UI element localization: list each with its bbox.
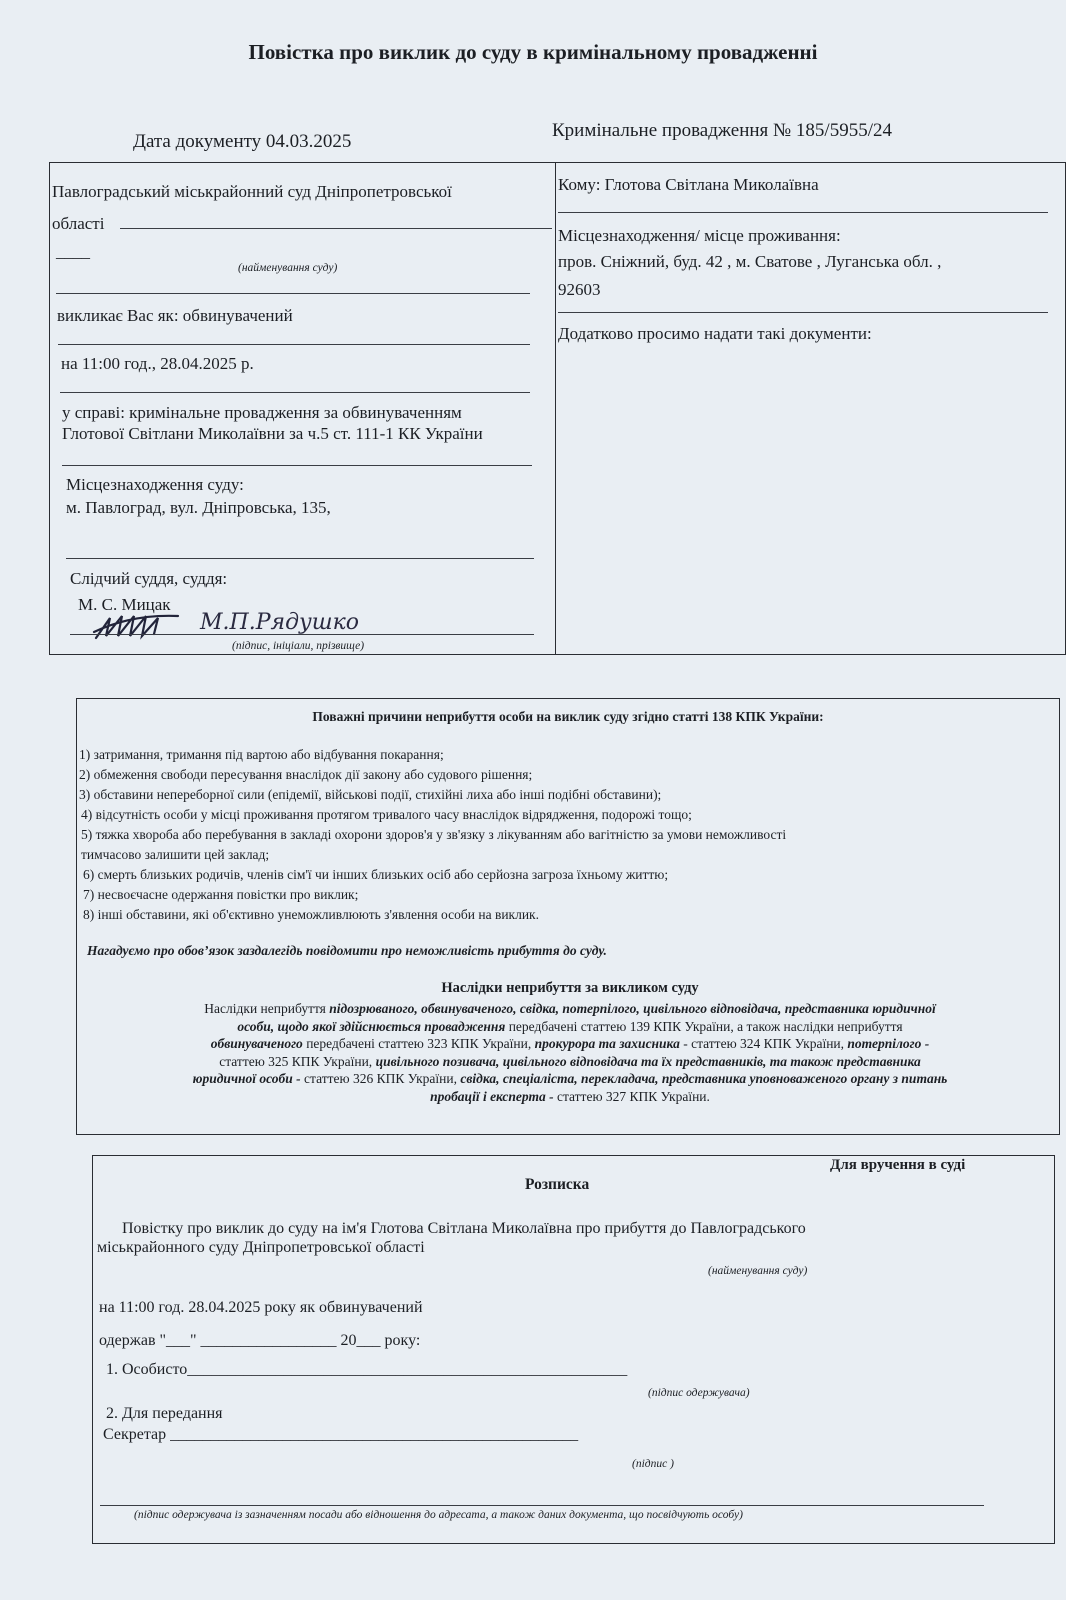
- reason-item: 6) смерть близьких родичів, членів сім'ї чи інших близьких осіб або серйозна загроза їхньому життю;: [83, 867, 669, 882]
- signature-caption: (підпис, ініціали, прізвище): [232, 640, 365, 652]
- receipt-time: на 11:00 год. 28.04.2025 року як обвинувачений: [99, 1299, 423, 1316]
- court-name-dash: ____: [56, 242, 90, 261]
- reasons-heading: Поважні причини неприбуття особи на виклик суду згідно статті 138 КПК України:: [312, 709, 824, 724]
- address-line2: 92603: [558, 280, 601, 299]
- rule: [558, 312, 1048, 313]
- receipt-personal: 1. Особисто_______________________________________________________: [106, 1361, 628, 1378]
- rule: [66, 558, 534, 559]
- document-date: Дата документу 04.03.2025: [133, 131, 352, 152]
- court-location: м. Павлоград, вул. Дніпровська, 135,: [66, 498, 331, 517]
- document-title: Повістка про виклик до суду в кримінальному провадженні: [248, 40, 818, 64]
- receipt-secretary-caption: (підпис ): [632, 1458, 674, 1470]
- consequences-text: Наслідки неприбуття підозрюваного, обвинуваченого, свідка, потерпілого, цивільного відповідача, представника юридичної особи, щодо якої здійснюється провадження передбачені статтею 139 КПК України, а також наслідки неприбуття обвинуваченого передбачені статтею 323 КПК України, прокурора та захисника - статтею 324 КПК України, потерпілого - статтею 325 КПК України, цивільного позивача, цивільного відповідача та їх представників, та також представника юридичної особи - статтею 326 КПК України, свідка, спеціаліста, перекладача, представника уповноваженого органу з питань пробації і експерта - статтею 327 КПК України.: [192, 1001, 948, 1104]
- case-description-line1: у справі: кримінальне провадження за обвинуваченням: [62, 403, 462, 422]
- receipt-court-caption: (найменування суду): [708, 1265, 808, 1277]
- receipt-text-line1: Повістку про виклик до суду на ім'я Глотова Світлана Миколаївна про прибуття до Павлоградського: [122, 1220, 806, 1237]
- reason-item: 1) затримання, тримання під вартою або відбування покарання;: [79, 747, 444, 762]
- hearing-time: на 11:00 год., 28.04.2025 р.: [61, 354, 254, 373]
- judge-name: М. С. Мицак: [78, 595, 171, 614]
- court-name-line2: області: [52, 214, 105, 233]
- rule: [60, 392, 530, 393]
- reason-item: тимчасово залишити цей заклад;: [81, 847, 270, 862]
- receipt-transfer: 2. Для передання: [106, 1405, 223, 1422]
- receipt-secretary: Секретар ___________________________________________________: [103, 1426, 579, 1443]
- receipt-corner-note: Для вручення в суді: [830, 1157, 966, 1173]
- court-name-rule: [120, 228, 552, 229]
- address-label: Місцезнаходження/ місце проживання:: [558, 226, 841, 245]
- receipt-title: Розписка: [525, 1176, 590, 1193]
- rule: [58, 344, 530, 345]
- reason-item: 2) обмеження свободи пересування внаслідок дії закону або судового рішення;: [79, 767, 533, 782]
- handwritten-signature: М.П.Рядушко: [200, 610, 359, 635]
- reason-item: 8) інші обставини, які об'єктивно унеможливлюють з'явлення особи на виклик.: [83, 907, 539, 922]
- address-line1: пров. Сніжний, буд. 42 , м. Сватове , Луганська обл. ,: [558, 252, 942, 271]
- rule: [56, 293, 530, 294]
- extra-documents-label: Додатково просимо надати такі документи:: [558, 324, 872, 343]
- receipt-text-line2: міськрайонного суду Дніпропетровської області: [97, 1239, 425, 1256]
- case-description-line2: Глотової Світлани Миколаївни за ч.5 ст. 111-1 КК України: [62, 424, 483, 443]
- case-number: Кримінальне провадження № 185/5955/24: [552, 120, 892, 141]
- signature-rule: [70, 634, 534, 635]
- column-divider: [555, 162, 556, 655]
- court-location-label: Місцезнаходження суду:: [66, 475, 244, 494]
- judge-label: Слідчий суддя, суддя:: [70, 569, 228, 588]
- reason-item: 7) несвоєчасне одержання повістки про виклик;: [83, 887, 359, 902]
- court-name-line1: Павлоградський міськрайонний суд Дніпропетровської: [52, 182, 452, 201]
- recipient: Кому: Глотова Світлана Миколаївна: [558, 175, 819, 194]
- receipt-date-received: одержав "___" _________________ 20___ року:: [99, 1332, 421, 1349]
- rule: [558, 212, 1048, 213]
- receipt-bottom-caption: (підпис одержувача із зазначенням посади або відношення до адресата, а також даних документа, що посвідчують особу): [134, 1509, 743, 1521]
- consequences-heading: Наслідки неприбуття за викликом суду: [441, 980, 699, 996]
- receipt-personal-caption: (підпис одержувача): [648, 1387, 750, 1399]
- receipt-bottom-rule: [100, 1505, 984, 1506]
- signature-scribble: [92, 606, 192, 646]
- reason-item: 4) відсутність особи у місці проживання протягом тривалого часу внаслідок відрядження, подорожі тощо;: [81, 807, 692, 822]
- summons-role: викликає Вас як: обвинувачений: [57, 306, 293, 325]
- reminder: Нагадуємо про обов’язок заздалегідь повідомити про неможливість прибуття до суду.: [87, 943, 607, 958]
- court-name-caption: (найменування суду): [238, 262, 338, 274]
- reason-item: 5) тяжка хвороба або перебування в закладі охорони здоров'я у зв'язку з лікуванням або вагітністю за умови неможливості: [81, 827, 787, 842]
- reason-item: 3) обставини непереборної сили (епідемії, військові події, стихійні лиха або інші подібні обставини);: [79, 787, 662, 802]
- rule: [62, 465, 532, 466]
